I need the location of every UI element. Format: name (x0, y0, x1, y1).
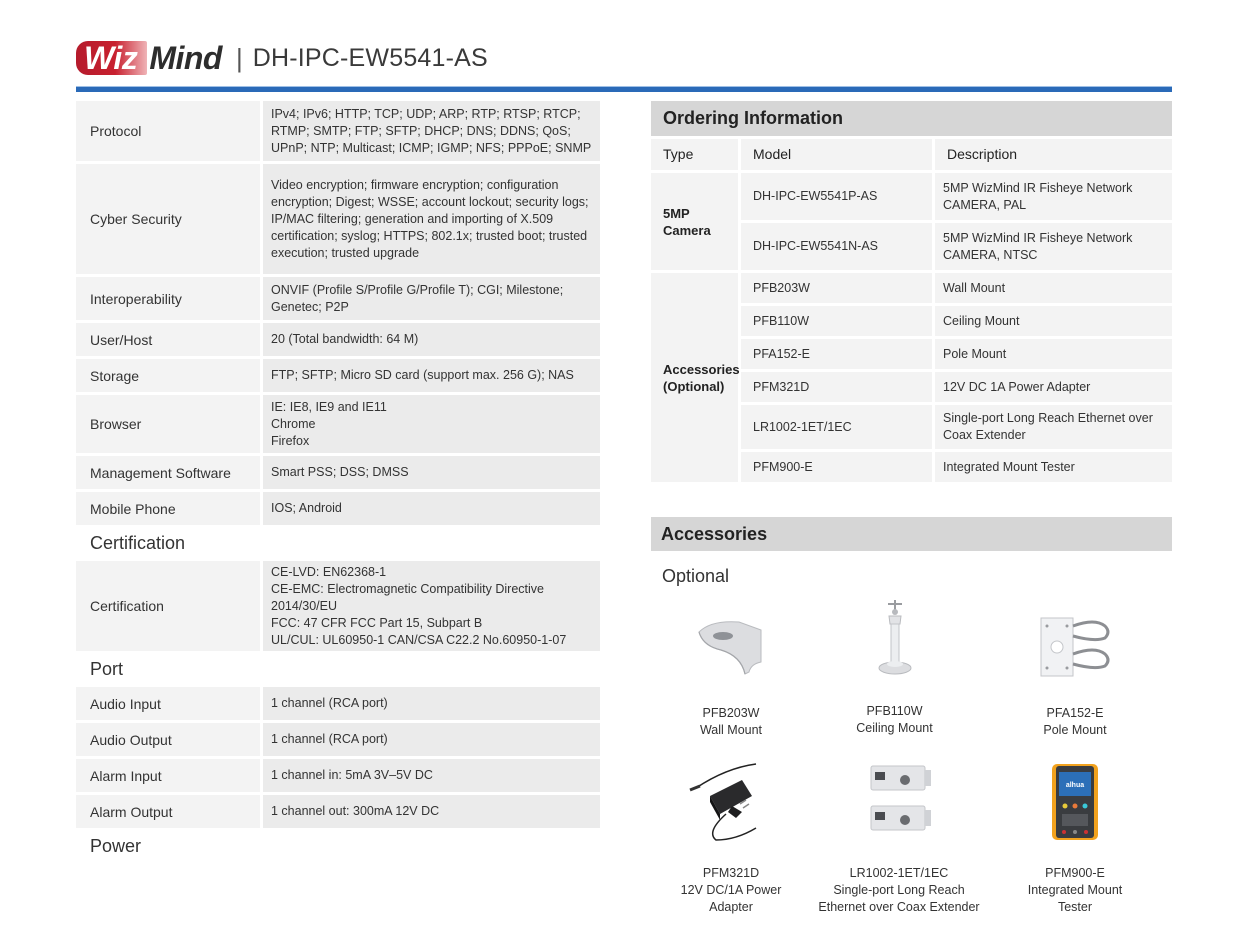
spec-label: Audio Output (76, 723, 260, 756)
description-cell: 5MP WizMind IR Fisheye Network CAMERA, NTSC (935, 223, 1172, 270)
accessories-grid (651, 587, 1172, 914)
table-row (76, 456, 600, 489)
spec-label: User/Host (76, 323, 260, 356)
ceiling-mount-icon (870, 598, 920, 680)
ordering-title: Ordering Information (651, 101, 1172, 136)
network-spec-table (76, 101, 600, 861)
section-heading-certification: Certification (90, 532, 186, 553)
table-row (76, 395, 600, 453)
accessory-caption: LR1002-1ET/1EC Single-port Long Reach Ethernet over Coax Extender (818, 866, 980, 914)
accessories-section (651, 517, 1172, 914)
spec-value: FTP; SFTP; Micro SD card (support max. 256 G); NAS (263, 359, 600, 392)
spec-value: IOS; Android (263, 492, 600, 525)
model-cell: PFB203W (741, 273, 932, 303)
description-cell: 5MP WizMind IR Fisheye Network CAMERA, PAL (935, 173, 1172, 220)
wizmind-logo (76, 40, 222, 76)
accessory-caption: PFB203W Wall Mount (699, 706, 763, 737)
spec-value: CE-LVD: EN62368-1 CE-EMC: Electromagnetic Compatibility Directive 2014/30/EU FCC: 47 CFR FCC Part 15, Subpart B UL/CUL: UL60950-1 CAN/CSA C22.2 No.60950-1-07 (263, 561, 600, 651)
page-title: DH-IPC-EW5541-AS (252, 43, 488, 72)
spec-value: 1 channel (RCA port) (263, 687, 600, 720)
description-cell: Ceiling Mount (935, 306, 1172, 336)
model-cell: PFB110W (741, 306, 932, 336)
section-heading-port: Port (90, 658, 124, 679)
accessory-caption: PFA152-E Pole Mount (1043, 706, 1107, 737)
wall-mount-icon (691, 612, 771, 682)
page-header (76, 38, 488, 78)
spec-value: 1 channel (RCA port) (263, 723, 600, 756)
spec-label: Browser (76, 395, 260, 453)
header-separator: | (235, 42, 243, 73)
logo-wiz-text: Wiz (76, 41, 147, 75)
type-cell-accessories: Accessories (Optional) (651, 273, 738, 482)
accessory-item (671, 745, 791, 933)
spec-value: 1 channel in: 5mA 3V–5V DC (263, 759, 600, 792)
accessories-title: Accessories (651, 517, 1172, 551)
spec-label: Interoperability (76, 277, 260, 320)
accessory-item (671, 595, 791, 756)
spec-value: 20 (Total bandwidth: 64 M) (263, 323, 600, 356)
table-row (76, 359, 600, 392)
spec-label: Cyber Security (76, 164, 260, 274)
model-cell: PFM900-E (741, 452, 932, 482)
spec-value: 1 channel out: 300mA 12V DC (263, 795, 600, 828)
spec-label: Management Software (76, 456, 260, 489)
table-row (76, 561, 600, 651)
accessory-item (837, 581, 952, 754)
table-row (76, 723, 600, 756)
spec-label: Storage (76, 359, 260, 392)
accessory-caption: PFM900-E Integrated Mount Tester (1027, 866, 1123, 914)
type-cell-camera: 5MP Camera (651, 173, 738, 270)
model-cell: LR1002-1ET/1EC (741, 405, 932, 449)
mount-tester-icon (1050, 762, 1100, 842)
spec-label: Mobile Phone (76, 492, 260, 525)
model-cell: DH-IPC-EW5541N-AS (741, 223, 932, 270)
model-cell: DH-IPC-EW5541P-AS (741, 173, 932, 220)
table-row (76, 101, 600, 161)
spec-label: Certification (76, 561, 260, 651)
header-divider (76, 86, 1172, 92)
description-cell: 12V DC 1A Power Adapter (935, 372, 1172, 402)
accessory-item (1015, 745, 1135, 933)
spec-value: Video encryption; firmware encryption; configuration encryption; Digest; WSSE; account lockout; security logs; IP/MAC filtering; generation and importing of X.509 certification; syslog; HTTPS; 802.1x; trusted boot; trusted execution; trusted upgrade (263, 164, 600, 274)
logo-mind-text: Mind (149, 39, 222, 76)
description-cell: Pole Mount (935, 339, 1172, 369)
description-cell: Single-port Long Reach Ethernet over Coax Extender (935, 405, 1172, 449)
table-row (76, 164, 600, 274)
spec-value: Smart PSS; DSS; DMSS (263, 456, 600, 489)
svg-text:alhua: alhua (1065, 782, 1085, 789)
coax-extender-icon (859, 762, 939, 842)
model-cell: PFM321D (741, 372, 932, 402)
spec-label: Protocol (76, 101, 260, 161)
spec-value: IPv4; IPv6; HTTP; TCP; UDP; ARP; RTP; RTSP; RTCP; RTMP; SMTP; FTP; SFTP; DHCP; DNS; DDNS; QoS; UPnP; NTP; Multicast; ICMP; IGMP; NFS; PPPoE; SNMP (263, 101, 600, 161)
description-cell: Wall Mount (935, 273, 1172, 303)
table-row (76, 687, 600, 720)
accessory-caption: PFB110W Ceiling Mount (856, 704, 933, 735)
spec-label: Alarm Output (76, 795, 260, 828)
table-row (76, 323, 600, 356)
spec-value: ONVIF (Profile S/Profile G/Profile T); CGI; Milestone; Genetec; P2P (263, 277, 600, 320)
accessory-item (814, 745, 984, 933)
section-heading-power: Power (90, 835, 142, 856)
table-row (76, 492, 600, 525)
column-header-description: Description (935, 139, 1172, 170)
ordering-information (651, 101, 1172, 482)
power-adapter-icon (686, 762, 776, 842)
accessory-item (1015, 595, 1135, 756)
spec-label: Audio Input (76, 687, 260, 720)
table-row (76, 759, 600, 792)
model-cell: PFA152-E (741, 339, 932, 369)
accessory-caption: PFM321D 12V DC/1A Power Adapter (680, 866, 782, 914)
table-row (76, 277, 600, 320)
column-header-type: Type (651, 139, 738, 170)
optional-heading: Optional (662, 566, 730, 586)
ordering-table (651, 139, 1172, 482)
column-header-model: Model (741, 139, 932, 170)
spec-label: Alarm Input (76, 759, 260, 792)
description-cell: Integrated Mount Tester (935, 452, 1172, 482)
spec-value: IE: IE8, IE9 and IE11 Chrome Firefox (263, 395, 600, 453)
table-row (76, 795, 600, 828)
pole-mount-icon (1035, 612, 1115, 682)
